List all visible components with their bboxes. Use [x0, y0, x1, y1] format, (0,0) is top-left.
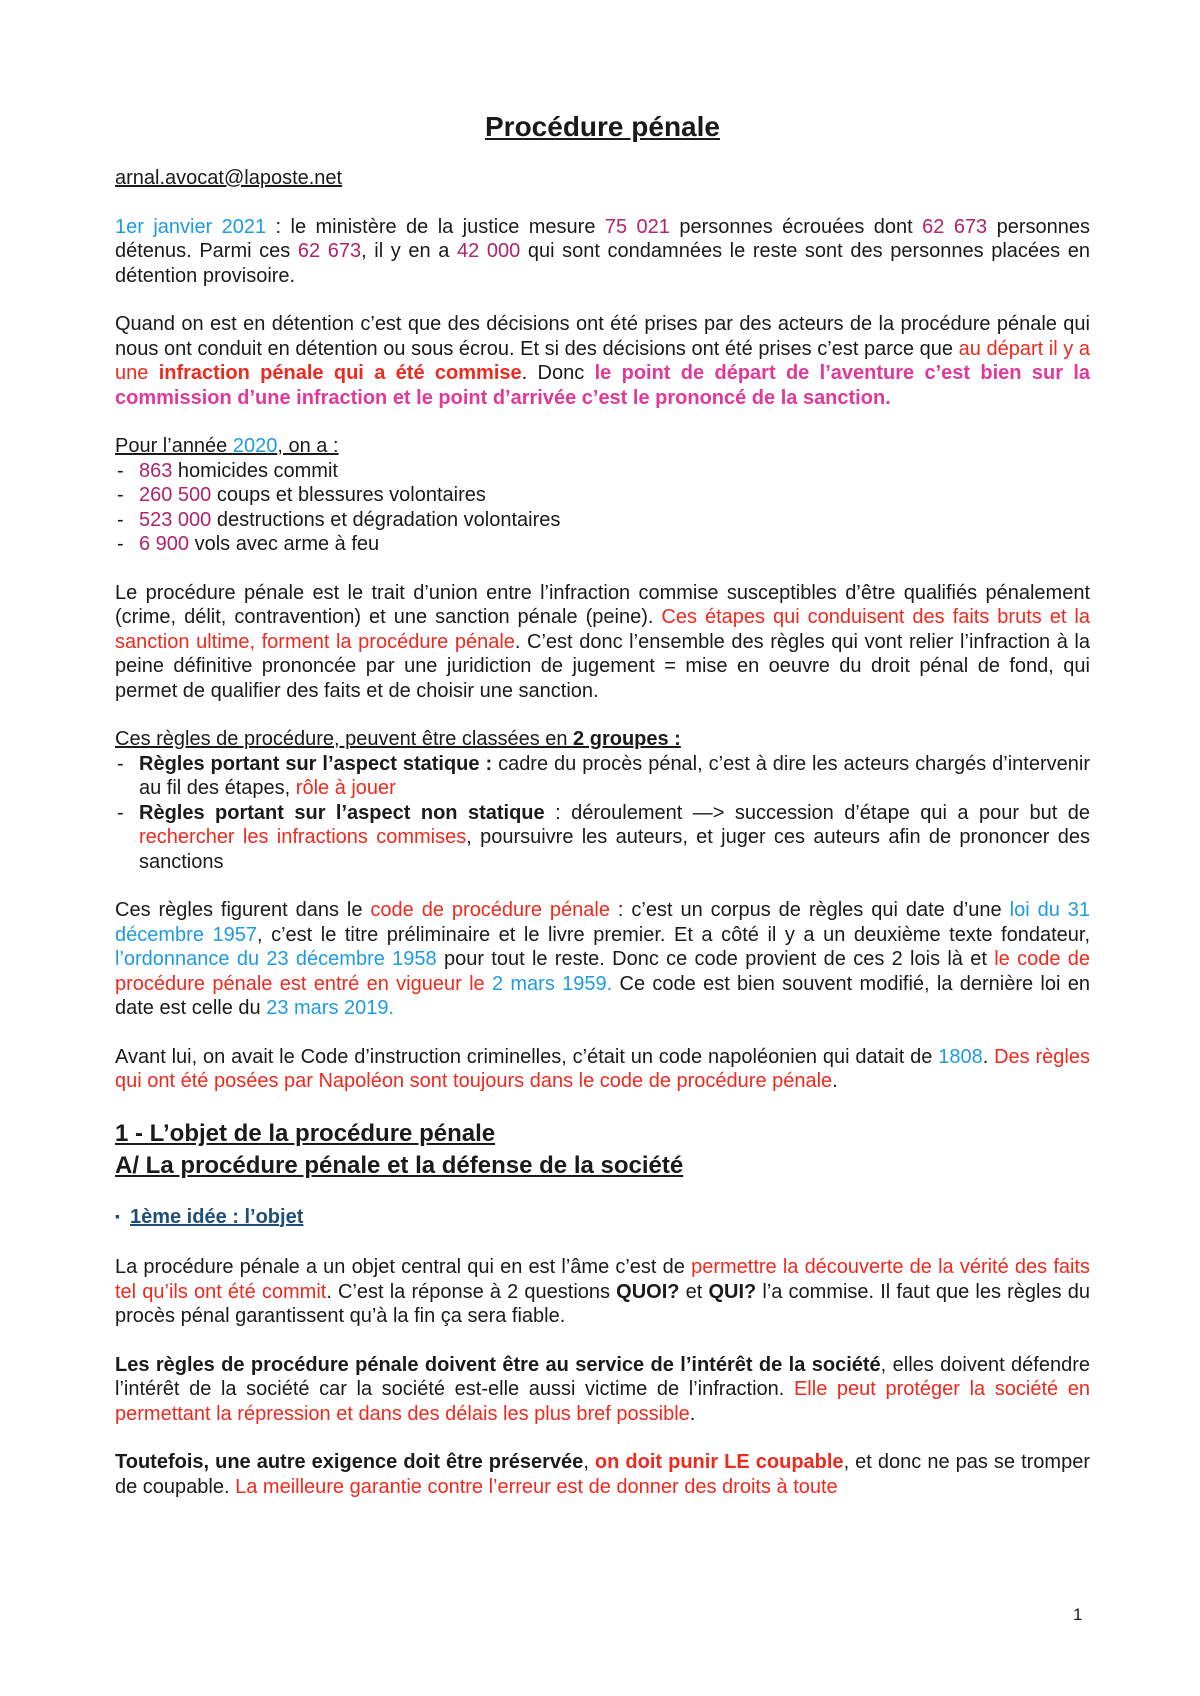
paragraph-2020-stats	[115, 434, 1090, 557]
paragraph-society-interest: Les règles de procédure pénale doivent être au service de l’intérêt de la société, elles doivent défendre l’intérêt de la société car la société est-elle aussi victime de l’infraction. Elle peut protéger la société en permettant la répression et dans des délais les plus bref possible.	[115, 1353, 1090, 1425]
rule-groups-intro: Ces règles de procédure, peuvent être classées en 2 groupes :	[115, 728, 681, 750]
paragraph-napoleon: Avant lui, on avait le Code d’instruction criminelles, c’était un code napoléonien qui datait de 1808. Des règles qui ont été posées par Napoléon sont toujours dans le code de procédure pénale.	[115, 1045, 1090, 1092]
paragraph-code-origin: Ces règles figurent dans le code de procédure pénale : c’est un corpus de règles qui date d’une loi du 31 décembre 1957, c’est le titre préliminaire et le livre premier. Et a côté il y a un deuxième texte fondateur, l’ordonnance du 23 décembre 1958 pour tout le reste. Donc ce code provient de ces 2 lois là et le code de procédure pénale est entré en vigueur le 2 mars 1959. Ce code est bien souvent modifié, la dernière loi en date est celle du 23 mars 2019.	[115, 899, 1091, 1019]
list-item: - 6 900 vols avec arme à feu	[115, 532, 1090, 557]
list-item: - Règles portant sur l’aspect non statique : déroulement —> succession d’étape qui a pour but de rechercher les infractions commises, poursuivre les auteurs, et juger ces auteurs afin de prononcer des sanctions	[115, 801, 1090, 875]
paragraph-detention-stats: 1er janvier 2021 : le ministère de la justice mesure 75 021 personnes écrouées dont 62 673 personnes détenus. Parmi ces 62 673, il y en a 42 000 qui sont condamnées le reste sont des personnes placées en détention provisoire.	[115, 215, 1090, 287]
page-title: Procédure pénale	[485, 111, 720, 142]
paragraph-detention-decisions: Quand on est en détention c’est que des décisions ont été prises par des acteurs de la procédure pénale qui nous ont conduit en détention ou sous écrou. Et si des décisions ont été prises c’est parce que au départ il y a une infraction pénale qui a été commise. Donc le point de départ de l’aventure c’est bien sur la commission d’une infraction et le point d’arrivée c’est le prononcé de la sanction.	[115, 313, 1091, 409]
rule-groups-list	[115, 752, 1090, 875]
list-item: - Règles portant sur l’aspect statique : cadre du procès pénal, c’est à dire les acteurs chargés d’intervenir au fil des étapes, rôle à jouer	[115, 752, 1090, 801]
stats-list	[115, 459, 1090, 557]
paragraph-definition: Le procédure pénale est le trait d’union entre l’infraction commise susceptibles d’être qualifiés pénalement (crime, délit, contravention) et une sanction pénale (peine). Ces étapes qui conduisent des faits bruts et la sanction ultime, forment la procédure pénale. C’est donc l’ensemble des règles qui vont relier l’infraction à la peine définitive prononcée par une juridiction de jugement = mise en oeuvre du droit pénal de fond, qui permet de qualifier des faits et de choisir une sanction.	[115, 581, 1090, 702]
bullet-icon: ▪	[115, 1207, 120, 1224]
author-email: arnal.avocat@laposte.net	[115, 167, 343, 189]
stats-intro: Pour l’année 2020, on a :	[115, 435, 339, 457]
section-heading: 1 - L’objet de la procédure pénale	[115, 1119, 496, 1147]
page-number: 1	[1073, 1605, 1083, 1624]
list-item: - 523 000 destructions et dégradation volontaires	[115, 508, 1090, 533]
list-item: - 863 homicides commit	[115, 459, 1090, 484]
subsection-heading: A/ La procédure pénale et la défense de la société	[115, 1151, 684, 1179]
paragraph-central-object: La procédure pénale a un objet central qui en est l’âme c’est de permettre la découverte de la vérité des faits tel qu’ils ont été commit. C’est la réponse à 2 questions QUOI? et QUI? l’a commise. Il faut que les règles du procès pénal garantissent qu’à la fin ça sera fiable.	[115, 1256, 1090, 1327]
paragraph-rule-groups	[115, 727, 1090, 874]
document-body	[115, 110, 1090, 1523]
idea-heading: ▪ 1ème idée : l’objet	[115, 1205, 304, 1228]
paragraph-culprit: Toutefois, une autre exigence doit être préservée, on doit punir LE coupable, et donc ne pas se tromper de coupable. La meilleure garantie contre l’erreur est de donner des droits à toute	[115, 1451, 1090, 1498]
list-item: - 260 500 coups et blessures volontaires	[115, 483, 1090, 508]
